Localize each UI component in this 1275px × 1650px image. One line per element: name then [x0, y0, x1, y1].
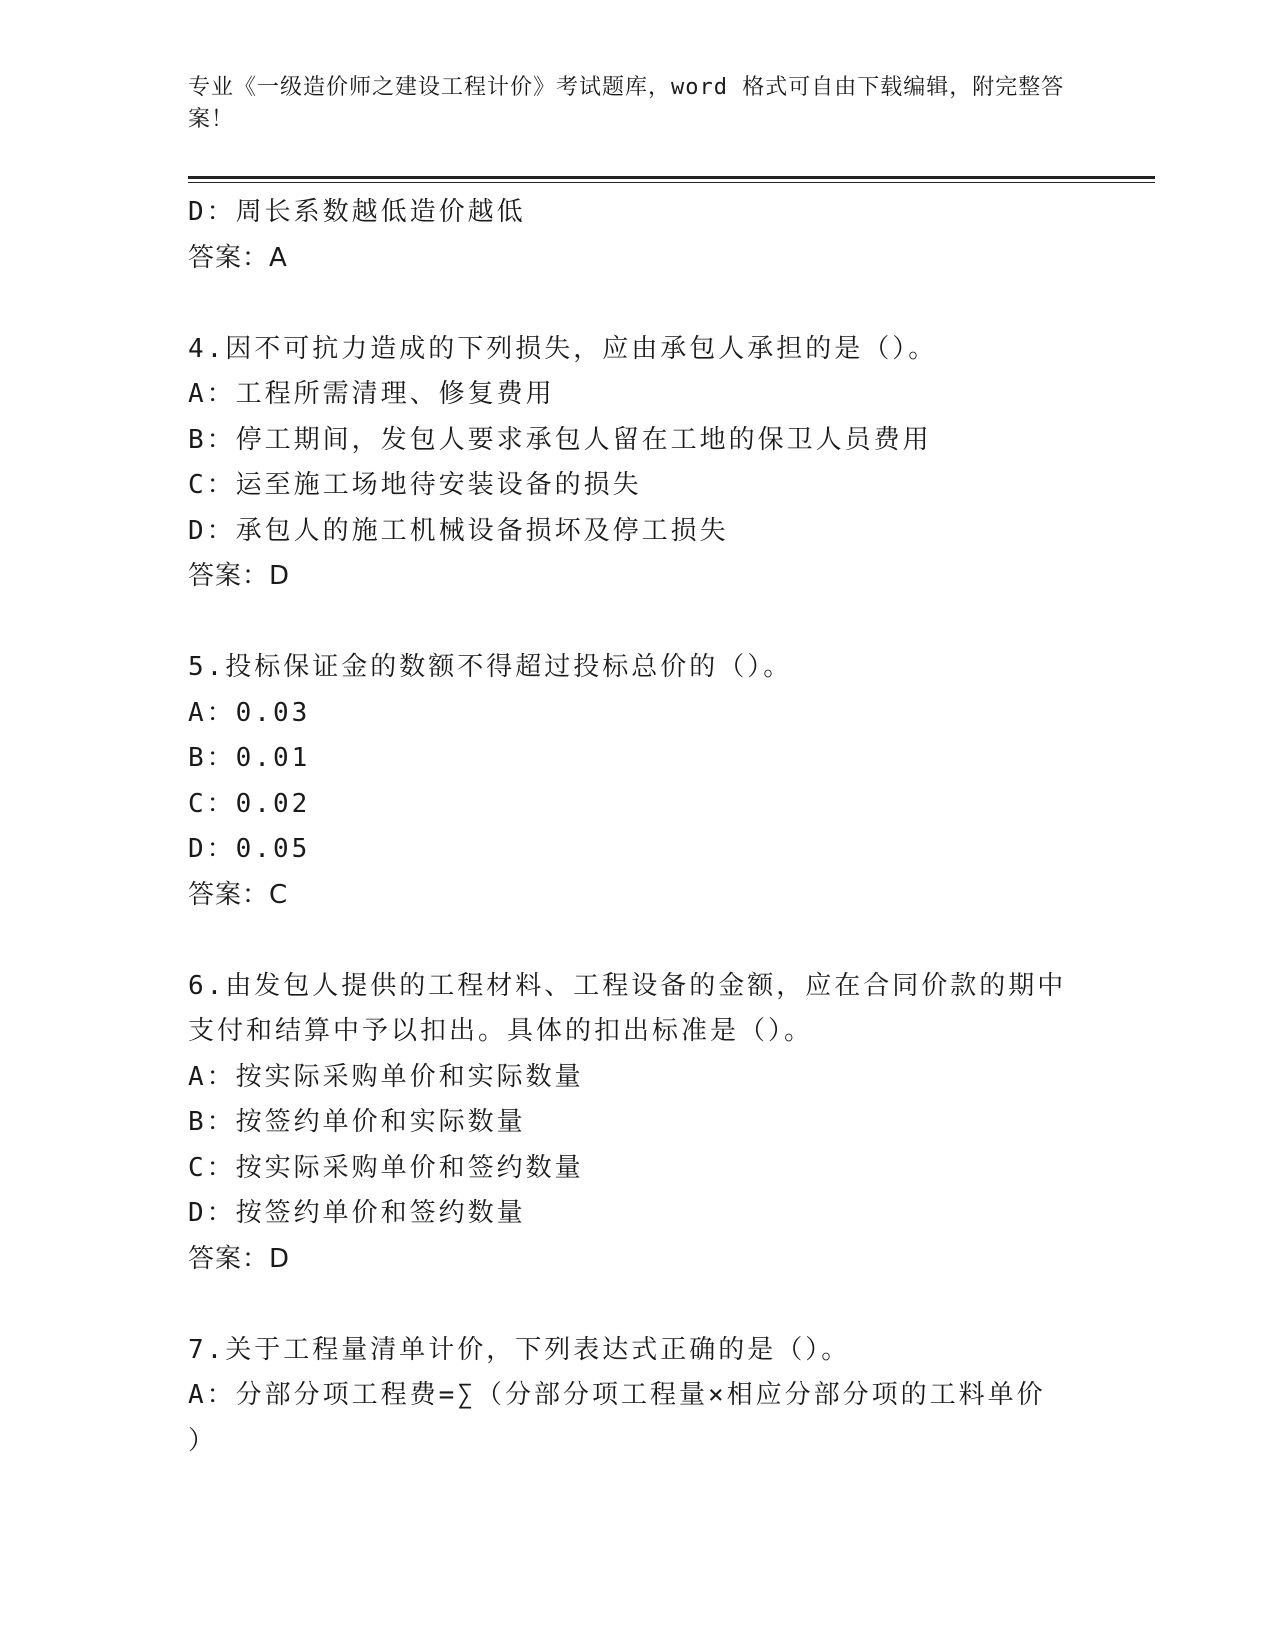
header-divider-thick [188, 176, 1155, 179]
question-4-option-b: B：停工期间，发包人要求承包人留在工地的保卫人员费用 [188, 424, 932, 455]
question-7-option-a-line-1: A：分部分项工程费=∑（分部分项工程量×相应分部分项的工料单价 [188, 1380, 1046, 1410]
question-7-option-a-line-2: ） [188, 1425, 218, 1456]
spacer [188, 600, 1088, 646]
question-6-stem-line-1: 6.由发包人提供的工程材料、工程设备的金额，应在合同价款的期中 [188, 970, 1067, 1001]
question-4-option-c: C：运至施工场地待安装设备的损失 [188, 470, 642, 500]
question-5-option-b: B：0.01 [188, 743, 311, 773]
question-4-answer: 答案：D [188, 561, 291, 591]
question-5-stem: 5.投标保证金的数额不得超过投标总价的（）。 [188, 652, 793, 682]
question-5-option-d: D：0.05 [188, 834, 311, 864]
question-5-option-a: A：0.03 [188, 697, 311, 728]
question-6-option-b: B：按签约单价和实际数量 [188, 1107, 526, 1137]
prev-option-d: D：周长系数越低造价越低 [188, 197, 526, 227]
question-5-option-c: C：0.02 [188, 788, 311, 819]
document-header: 专业《一级造价师之建设工程计价》考试题库，word 格式可自由下载编辑，附完整答案！ [188, 75, 1065, 132]
question-7-stem: 7.关于工程量清单计价，下列表达式正确的是（）。 [188, 1334, 851, 1365]
question-6-option-d: D：按签约单价和签约数量 [188, 1198, 526, 1228]
question-6-stem-line-2: 支付和结算中予以扣出。具体的扣出标准是（）。 [188, 1016, 814, 1046]
question-4-option-d: D：承包人的施工机械设备损坏及停工损失 [188, 515, 729, 546]
header-divider-thin [188, 182, 1155, 183]
spacer [188, 281, 1088, 327]
question-6-option-a: A：按实际采购单价和实际数量 [188, 1061, 584, 1092]
prev-answer: 答案：A [188, 242, 288, 273]
spacer [188, 918, 1088, 964]
question-6-answer: 答案：D [188, 1243, 291, 1274]
question-content [188, 190, 1088, 1464]
question-4-option-a: A：工程所需清理、修复费用 [188, 379, 555, 409]
question-6-option-c: C：按实际采购单价和签约数量 [188, 1152, 584, 1183]
spacer [188, 1282, 1088, 1328]
question-5-answer: 答案：C [188, 879, 289, 910]
question-4-stem: 4.因不可抗力造成的下列损失，应由承包人承担的是（）。 [188, 333, 938, 364]
